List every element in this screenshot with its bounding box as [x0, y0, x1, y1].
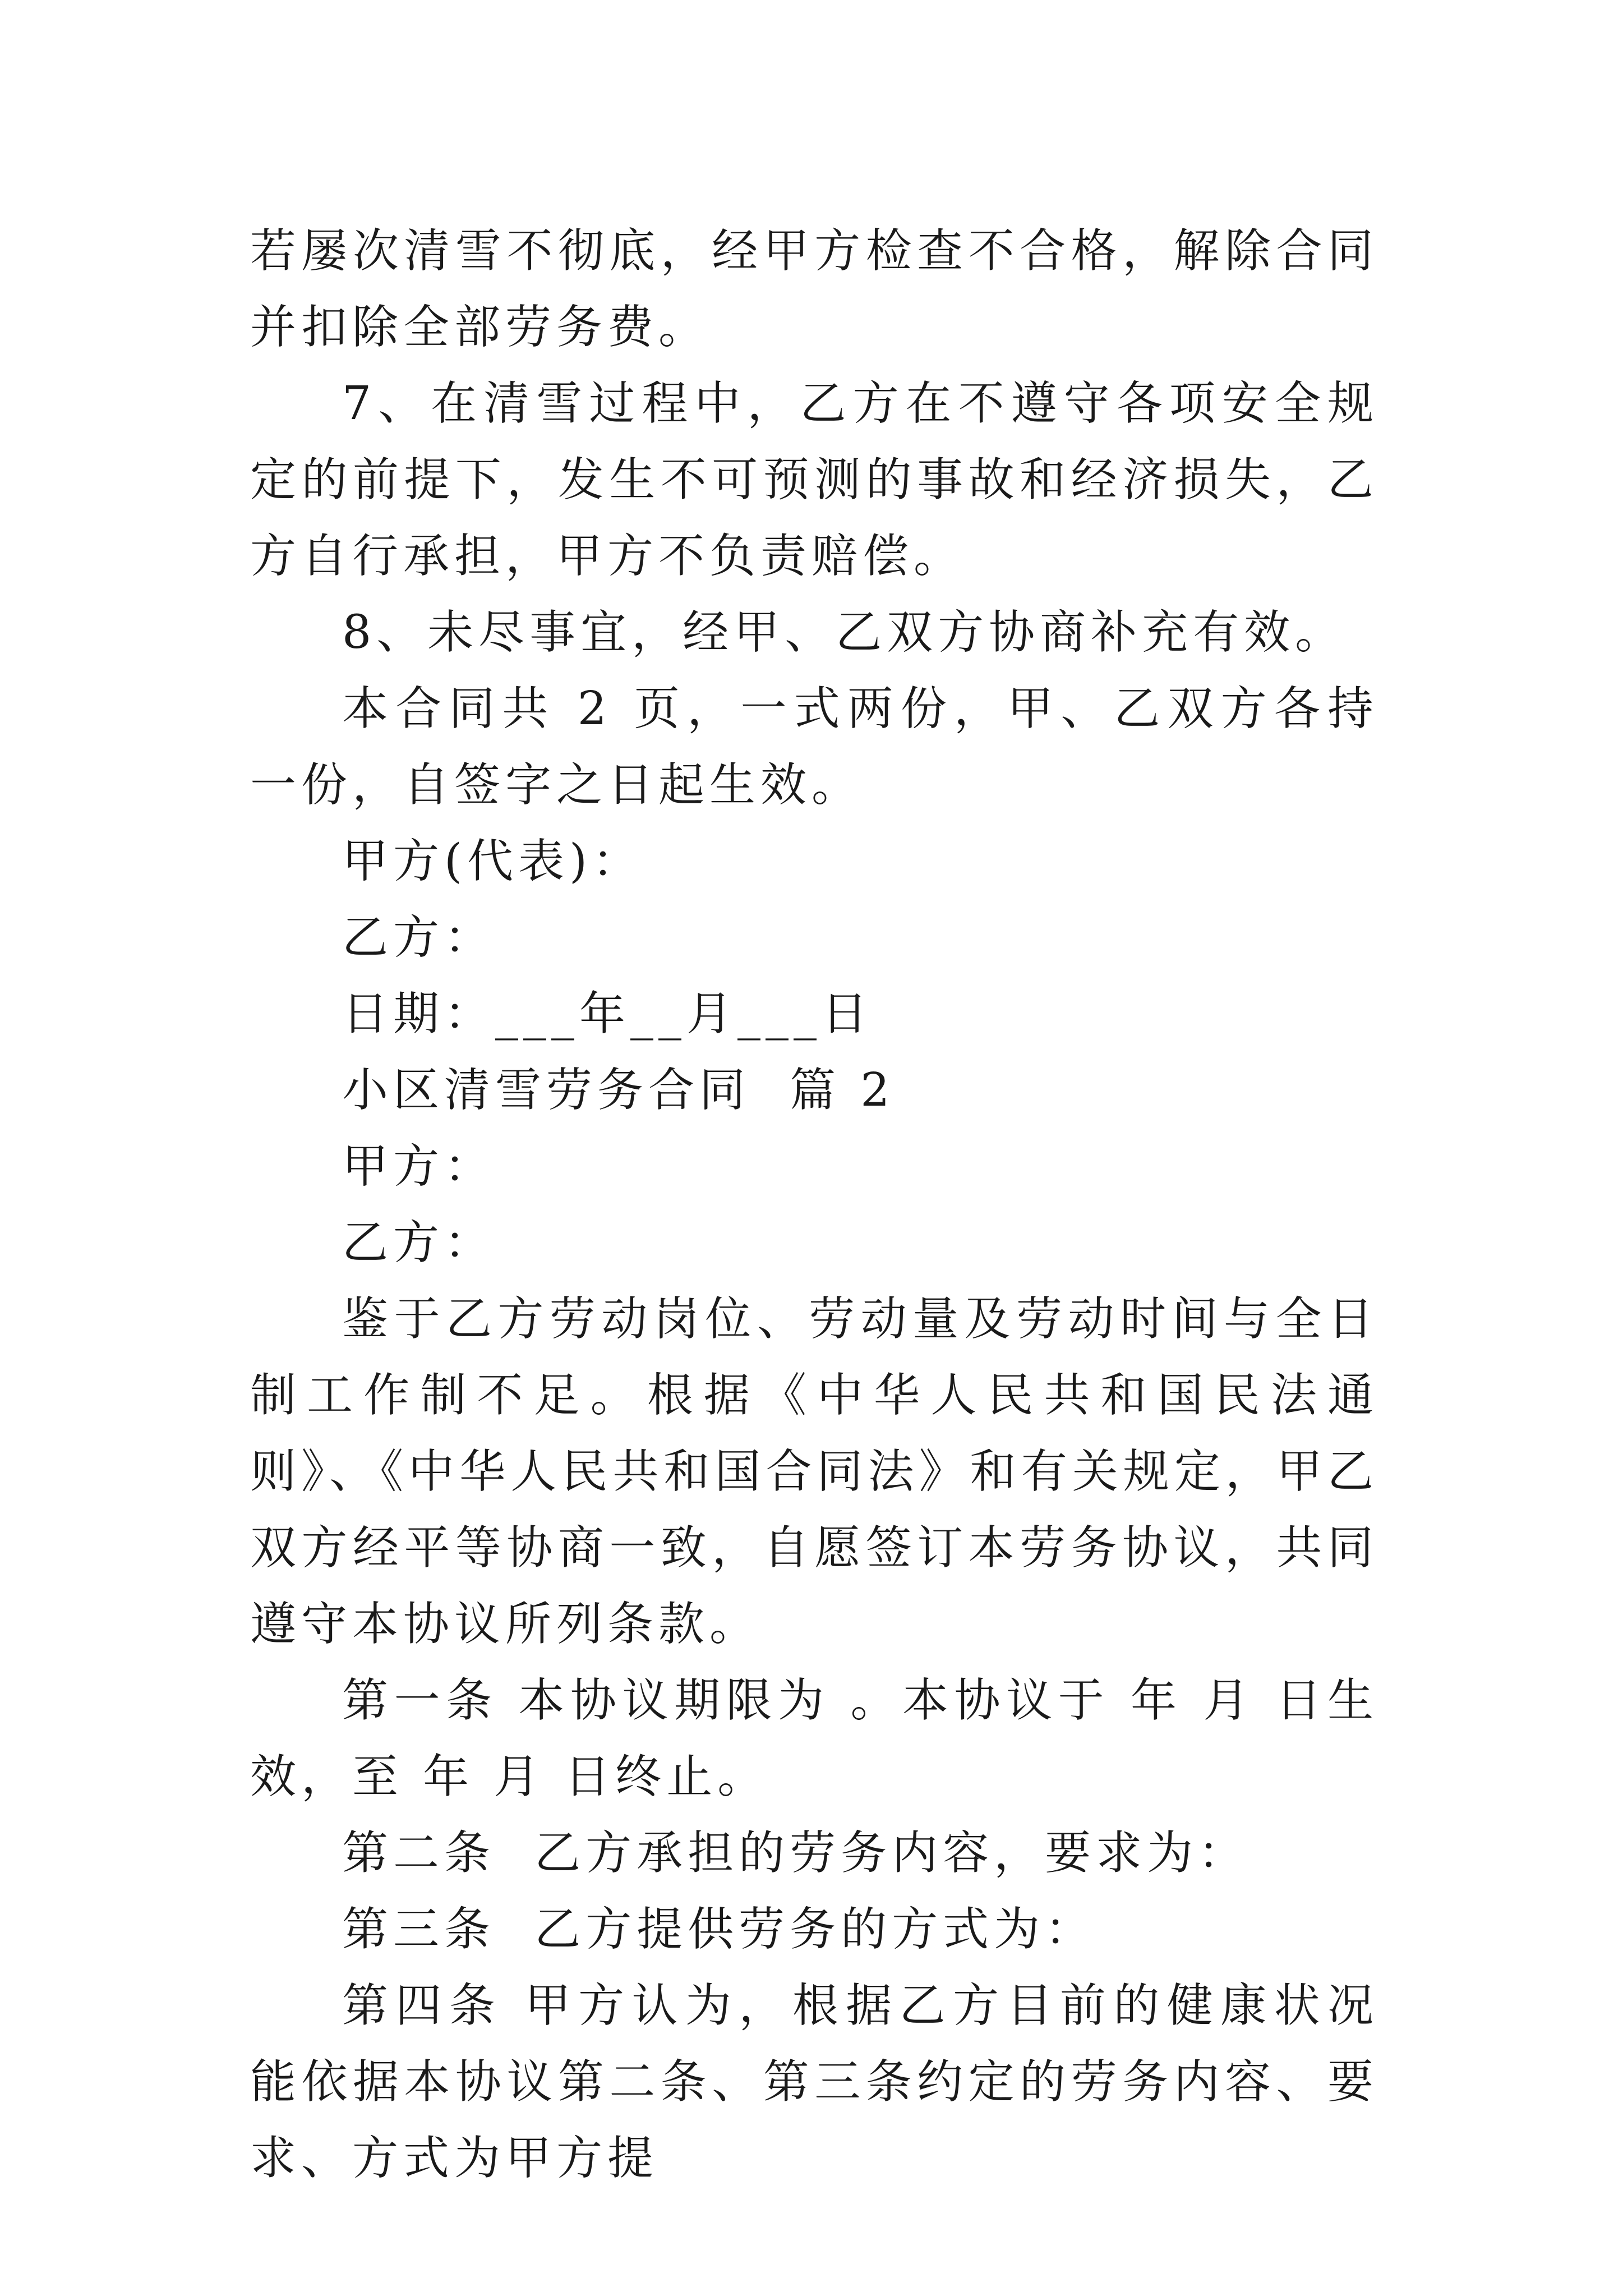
section-heading-part-2: 小区清雪劳务合同 篇 2 — [342, 1064, 895, 1117]
party-a-representative-line: 甲方(代表)： — [342, 835, 643, 888]
paragraph-clause-7: 7、在清雪过程中，乙方在不遵守各项安全规定的前提下，发生不可预测的事故和经济损失，乙方自行承担，甲方不负责赔偿。 — [250, 377, 1378, 583]
paragraph-preamble: 鉴于乙方劳动岗位、劳动量及劳动时间与全日制工作制不足。根据《中华人民共和国民法通则》、《中华人民共和国合同法》和有关规定，甲乙双方经平等协商一致，自愿签订本劳务协议，共同遵守本协议所列条款。 — [250, 1292, 1378, 1651]
paragraph-contract-copies: 本合同共 2 页，一式两份，甲、乙双方各持一份，自签字之日起生效。 — [250, 682, 1378, 812]
date-line: 日期：___年__月___日 — [342, 987, 873, 1041]
article-2: 第二条 乙方承担的劳务内容，要求为： — [342, 1826, 1249, 1880]
article-1: 第一条 本协议期限为 。本协议于 年 月 日生效，至 年 月 日终止。 — [250, 1674, 1378, 1803]
party-b-line-2: 乙方： — [342, 1216, 496, 1269]
party-b-line: 乙方： — [342, 911, 496, 964]
party-a-line: 甲方： — [342, 1140, 496, 1193]
document-body — [250, 213, 1378, 2197]
paragraph-clause-8: 8、未尽事宜，经甲、乙双方协商补充有效。 — [342, 606, 1347, 659]
article-4: 第四条 甲方认为，根据乙方目前的健康状况能依据本协议第二条、第三条约定的劳务内容、要求、方式为甲方提 — [250, 1979, 1378, 2185]
article-3: 第三条 乙方提供劳务的方式为： — [342, 1903, 1096, 1956]
paragraph-continuation: 若屡次清雪不彻底，经甲方检查不合格，解除合同并扣除全部劳务费。 — [250, 224, 1378, 354]
